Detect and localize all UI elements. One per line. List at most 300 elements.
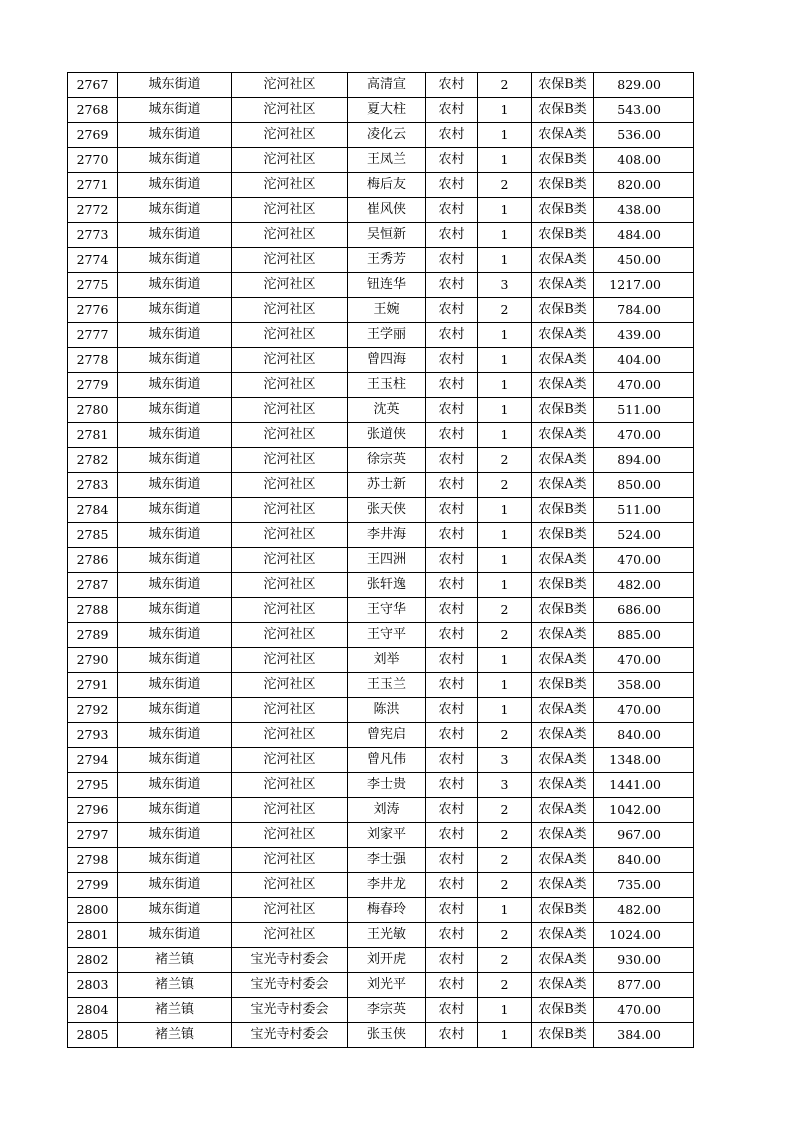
residence-type-cell: 农村 — [426, 298, 478, 323]
community-cell: 沱河社区 — [232, 823, 348, 848]
household-size-cell: 1 — [478, 98, 532, 123]
residence-type-cell: 农村 — [426, 223, 478, 248]
name-cell: 张道侠 — [348, 423, 426, 448]
residence-type-cell: 农村 — [426, 1023, 478, 1048]
table-row — [68, 623, 694, 648]
name-cell: 王守华 — [348, 598, 426, 623]
name-cell: 刘涛 — [348, 798, 426, 823]
category-cell: 农保A类 — [532, 373, 594, 398]
amount-cell: 1348.00 — [594, 748, 694, 773]
household-size-cell: 2 — [478, 73, 532, 98]
amount-cell: 484.00 — [594, 223, 694, 248]
table-row — [68, 648, 694, 673]
serial-number-cell: 2772 — [68, 198, 118, 223]
table-row — [68, 923, 694, 948]
serial-number-cell: 2771 — [68, 173, 118, 198]
amount-cell: 482.00 — [594, 573, 694, 598]
table-row — [68, 723, 694, 748]
serial-number-cell: 2791 — [68, 673, 118, 698]
table-row — [68, 498, 694, 523]
residence-type-cell: 农村 — [426, 423, 478, 448]
community-cell: 宝光寺村委会 — [232, 973, 348, 998]
serial-number-cell: 2785 — [68, 523, 118, 548]
table-body — [68, 73, 694, 1048]
name-cell: 梅后友 — [348, 173, 426, 198]
community-cell: 沱河社区 — [232, 523, 348, 548]
residence-type-cell: 农村 — [426, 748, 478, 773]
street-cell: 城东街道 — [118, 798, 232, 823]
serial-number-cell: 2804 — [68, 998, 118, 1023]
street-cell: 城东街道 — [118, 173, 232, 198]
category-cell: 农保A类 — [532, 648, 594, 673]
category-cell: 农保B类 — [532, 673, 594, 698]
serial-number-cell: 2792 — [68, 698, 118, 723]
household-size-cell: 3 — [478, 748, 532, 773]
name-cell: 凌化云 — [348, 123, 426, 148]
street-cell: 城东街道 — [118, 498, 232, 523]
table-row — [68, 373, 694, 398]
category-cell: 农保B类 — [532, 73, 594, 98]
table-row — [68, 398, 694, 423]
street-cell: 城东街道 — [118, 698, 232, 723]
category-cell: 农保A类 — [532, 773, 594, 798]
household-size-cell: 1 — [478, 148, 532, 173]
street-cell: 城东街道 — [118, 73, 232, 98]
name-cell: 王学丽 — [348, 323, 426, 348]
category-cell: 农保B类 — [532, 573, 594, 598]
household-size-cell: 3 — [478, 273, 532, 298]
household-size-cell: 2 — [478, 173, 532, 198]
amount-cell: 1441.00 — [594, 773, 694, 798]
residence-type-cell: 农村 — [426, 273, 478, 298]
residence-type-cell: 农村 — [426, 173, 478, 198]
community-cell: 沱河社区 — [232, 98, 348, 123]
street-cell: 城东街道 — [118, 673, 232, 698]
street-cell: 城东街道 — [118, 523, 232, 548]
table-row — [68, 248, 694, 273]
serial-number-cell: 2776 — [68, 298, 118, 323]
residence-type-cell: 农村 — [426, 123, 478, 148]
household-size-cell: 2 — [478, 623, 532, 648]
street-cell: 城东街道 — [118, 823, 232, 848]
table-row — [68, 73, 694, 98]
serial-number-cell: 2781 — [68, 423, 118, 448]
amount-cell: 470.00 — [594, 648, 694, 673]
street-cell: 城东街道 — [118, 98, 232, 123]
community-cell: 沱河社区 — [232, 573, 348, 598]
name-cell: 李井海 — [348, 523, 426, 548]
community-cell: 沱河社区 — [232, 148, 348, 173]
street-cell: 城东街道 — [118, 648, 232, 673]
household-size-cell: 1 — [478, 648, 532, 673]
serial-number-cell: 2788 — [68, 598, 118, 623]
community-cell: 沱河社区 — [232, 223, 348, 248]
community-cell: 沱河社区 — [232, 73, 348, 98]
serial-number-cell: 2773 — [68, 223, 118, 248]
category-cell: 农保A类 — [532, 923, 594, 948]
street-cell: 城东街道 — [118, 198, 232, 223]
serial-number-cell: 2782 — [68, 448, 118, 473]
household-size-cell: 2 — [478, 598, 532, 623]
table-row — [68, 798, 694, 823]
name-cell: 王四洲 — [348, 548, 426, 573]
residence-type-cell: 农村 — [426, 998, 478, 1023]
name-cell: 刘举 — [348, 648, 426, 673]
name-cell: 曾凡伟 — [348, 748, 426, 773]
amount-cell: 511.00 — [594, 498, 694, 523]
category-cell: 农保A类 — [532, 698, 594, 723]
table-row — [68, 173, 694, 198]
street-cell: 城东街道 — [118, 323, 232, 348]
residence-type-cell: 农村 — [426, 598, 478, 623]
name-cell: 李宗英 — [348, 998, 426, 1023]
street-cell: 城东街道 — [118, 923, 232, 948]
residence-type-cell: 农村 — [426, 348, 478, 373]
name-cell: 钮连华 — [348, 273, 426, 298]
table-row — [68, 823, 694, 848]
serial-number-cell: 2777 — [68, 323, 118, 348]
category-cell: 农保A类 — [532, 448, 594, 473]
household-size-cell: 1 — [478, 673, 532, 698]
household-size-cell: 1 — [478, 398, 532, 423]
amount-cell: 784.00 — [594, 298, 694, 323]
category-cell: 农保A类 — [532, 348, 594, 373]
category-cell: 农保B类 — [532, 298, 594, 323]
household-size-cell: 1 — [478, 348, 532, 373]
amount-cell: 1217.00 — [594, 273, 694, 298]
household-size-cell: 2 — [478, 873, 532, 898]
table-row — [68, 998, 694, 1023]
street-cell: 城东街道 — [118, 548, 232, 573]
residence-type-cell: 农村 — [426, 548, 478, 573]
community-cell: 沱河社区 — [232, 898, 348, 923]
table-row — [68, 973, 694, 998]
serial-number-cell: 2770 — [68, 148, 118, 173]
serial-number-cell: 2794 — [68, 748, 118, 773]
household-size-cell: 1 — [478, 423, 532, 448]
category-cell: 农保B类 — [532, 1023, 594, 1048]
amount-cell: 384.00 — [594, 1023, 694, 1048]
amount-cell: 536.00 — [594, 123, 694, 148]
street-cell: 城东街道 — [118, 748, 232, 773]
household-size-cell: 1 — [478, 898, 532, 923]
amount-cell: 438.00 — [594, 198, 694, 223]
community-cell: 宝光寺村委会 — [232, 1023, 348, 1048]
name-cell: 王凤兰 — [348, 148, 426, 173]
residence-type-cell: 农村 — [426, 323, 478, 348]
name-cell: 张轩逸 — [348, 573, 426, 598]
name-cell: 沈英 — [348, 398, 426, 423]
serial-number-cell: 2775 — [68, 273, 118, 298]
street-cell: 城东街道 — [118, 348, 232, 373]
table-row — [68, 573, 694, 598]
household-size-cell: 1 — [478, 998, 532, 1023]
table-row — [68, 148, 694, 173]
name-cell: 梅春玲 — [348, 898, 426, 923]
table-row — [68, 273, 694, 298]
residence-type-cell: 农村 — [426, 448, 478, 473]
amount-cell: 829.00 — [594, 73, 694, 98]
amount-cell: 450.00 — [594, 248, 694, 273]
community-cell: 沱河社区 — [232, 198, 348, 223]
name-cell: 夏大柱 — [348, 98, 426, 123]
household-size-cell: 1 — [478, 323, 532, 348]
street-cell: 城东街道 — [118, 298, 232, 323]
name-cell: 李士强 — [348, 848, 426, 873]
residence-type-cell: 农村 — [426, 198, 478, 223]
serial-number-cell: 2778 — [68, 348, 118, 373]
household-size-cell: 1 — [478, 248, 532, 273]
residence-type-cell: 农村 — [426, 573, 478, 598]
table-row — [68, 223, 694, 248]
name-cell: 刘光平 — [348, 973, 426, 998]
serial-number-cell: 2803 — [68, 973, 118, 998]
community-cell: 沱河社区 — [232, 723, 348, 748]
street-cell: 城东街道 — [118, 423, 232, 448]
amount-cell: 470.00 — [594, 373, 694, 398]
category-cell: 农保B类 — [532, 98, 594, 123]
name-cell: 张玉侠 — [348, 1023, 426, 1048]
category-cell: 农保A类 — [532, 323, 594, 348]
street-cell: 褚兰镇 — [118, 973, 232, 998]
category-cell: 农保A类 — [532, 873, 594, 898]
amount-cell: 439.00 — [594, 323, 694, 348]
household-size-cell: 1 — [478, 498, 532, 523]
residence-type-cell: 农村 — [426, 673, 478, 698]
residence-type-cell: 农村 — [426, 698, 478, 723]
amount-cell: 686.00 — [594, 598, 694, 623]
street-cell: 城东街道 — [118, 373, 232, 398]
table-row — [68, 1023, 694, 1048]
category-cell: 农保A类 — [532, 948, 594, 973]
category-cell: 农保B类 — [532, 398, 594, 423]
residence-type-cell: 农村 — [426, 798, 478, 823]
category-cell: 农保B类 — [532, 998, 594, 1023]
household-size-cell: 1 — [478, 123, 532, 148]
street-cell: 城东街道 — [118, 873, 232, 898]
category-cell: 农保A类 — [532, 473, 594, 498]
residence-type-cell: 农村 — [426, 373, 478, 398]
name-cell: 李井龙 — [348, 873, 426, 898]
residence-type-cell: 农村 — [426, 473, 478, 498]
table-row — [68, 98, 694, 123]
amount-cell: 358.00 — [594, 673, 694, 698]
amount-cell: 470.00 — [594, 548, 694, 573]
community-cell: 沱河社区 — [232, 773, 348, 798]
serial-number-cell: 2797 — [68, 823, 118, 848]
amount-cell: 894.00 — [594, 448, 694, 473]
name-cell: 李士贵 — [348, 773, 426, 798]
serial-number-cell: 2796 — [68, 798, 118, 823]
household-size-cell: 2 — [478, 298, 532, 323]
table-row — [68, 698, 694, 723]
street-cell: 城东街道 — [118, 448, 232, 473]
household-size-cell: 2 — [478, 448, 532, 473]
amount-cell: 967.00 — [594, 823, 694, 848]
household-size-cell: 2 — [478, 723, 532, 748]
amount-cell: 850.00 — [594, 473, 694, 498]
category-cell: 农保B类 — [532, 223, 594, 248]
table-row — [68, 873, 694, 898]
household-size-cell: 1 — [478, 548, 532, 573]
amount-cell: 543.00 — [594, 98, 694, 123]
residence-type-cell: 农村 — [426, 948, 478, 973]
street-cell: 城东街道 — [118, 148, 232, 173]
serial-number-cell: 2767 — [68, 73, 118, 98]
residence-type-cell: 农村 — [426, 523, 478, 548]
name-cell: 苏士新 — [348, 473, 426, 498]
table-row — [68, 198, 694, 223]
household-size-cell: 1 — [478, 698, 532, 723]
amount-cell: 840.00 — [594, 848, 694, 873]
community-cell: 沱河社区 — [232, 548, 348, 573]
amount-cell: 470.00 — [594, 698, 694, 723]
household-size-cell: 2 — [478, 923, 532, 948]
amount-cell: 877.00 — [594, 973, 694, 998]
residence-type-cell: 农村 — [426, 148, 478, 173]
serial-number-cell: 2802 — [68, 948, 118, 973]
table-row — [68, 548, 694, 573]
name-cell: 崔风侠 — [348, 198, 426, 223]
serial-number-cell: 2783 — [68, 473, 118, 498]
name-cell: 徐宗英 — [348, 448, 426, 473]
amount-cell: 408.00 — [594, 148, 694, 173]
household-size-cell: 2 — [478, 973, 532, 998]
community-cell: 沱河社区 — [232, 673, 348, 698]
street-cell: 城东街道 — [118, 573, 232, 598]
street-cell: 城东街道 — [118, 598, 232, 623]
household-size-cell: 1 — [478, 523, 532, 548]
table-row — [68, 898, 694, 923]
street-cell: 褚兰镇 — [118, 948, 232, 973]
community-cell: 宝光寺村委会 — [232, 998, 348, 1023]
residence-type-cell: 农村 — [426, 873, 478, 898]
table-row — [68, 323, 694, 348]
community-cell: 沱河社区 — [232, 623, 348, 648]
street-cell: 城东街道 — [118, 623, 232, 648]
serial-number-cell: 2768 — [68, 98, 118, 123]
residence-type-cell: 农村 — [426, 848, 478, 873]
category-cell: 农保B类 — [532, 173, 594, 198]
beneficiary-table — [67, 72, 694, 1048]
category-cell: 农保A类 — [532, 848, 594, 873]
serial-number-cell: 2769 — [68, 123, 118, 148]
street-cell: 城东街道 — [118, 473, 232, 498]
household-size-cell: 3 — [478, 773, 532, 798]
serial-number-cell: 2774 — [68, 248, 118, 273]
community-cell: 沱河社区 — [232, 798, 348, 823]
amount-cell: 840.00 — [594, 723, 694, 748]
street-cell: 城东街道 — [118, 398, 232, 423]
name-cell: 陈洪 — [348, 698, 426, 723]
street-cell: 城东街道 — [118, 848, 232, 873]
household-size-cell: 1 — [478, 1023, 532, 1048]
household-size-cell: 2 — [478, 848, 532, 873]
community-cell: 沱河社区 — [232, 273, 348, 298]
serial-number-cell: 2799 — [68, 873, 118, 898]
household-size-cell: 2 — [478, 798, 532, 823]
name-cell: 曾宪启 — [348, 723, 426, 748]
table-row — [68, 748, 694, 773]
category-cell: 农保A类 — [532, 823, 594, 848]
household-size-cell: 1 — [478, 198, 532, 223]
category-cell: 农保A类 — [532, 723, 594, 748]
category-cell: 农保A类 — [532, 973, 594, 998]
category-cell: 农保B类 — [532, 498, 594, 523]
table-row — [68, 598, 694, 623]
name-cell: 王玉兰 — [348, 673, 426, 698]
community-cell: 沱河社区 — [232, 423, 348, 448]
serial-number-cell: 2789 — [68, 623, 118, 648]
household-size-cell: 1 — [478, 223, 532, 248]
amount-cell: 820.00 — [594, 173, 694, 198]
category-cell: 农保B类 — [532, 898, 594, 923]
community-cell: 沱河社区 — [232, 398, 348, 423]
amount-cell: 735.00 — [594, 873, 694, 898]
name-cell: 王光敏 — [348, 923, 426, 948]
street-cell: 城东街道 — [118, 723, 232, 748]
residence-type-cell: 农村 — [426, 248, 478, 273]
community-cell: 沱河社区 — [232, 873, 348, 898]
community-cell: 沱河社区 — [232, 448, 348, 473]
serial-number-cell: 2798 — [68, 848, 118, 873]
category-cell: 农保B类 — [532, 198, 594, 223]
category-cell: 农保B类 — [532, 523, 594, 548]
table-row — [68, 423, 694, 448]
community-cell: 沱河社区 — [232, 848, 348, 873]
table-row — [68, 673, 694, 698]
street-cell: 褚兰镇 — [118, 1023, 232, 1048]
name-cell: 吴恒新 — [348, 223, 426, 248]
residence-type-cell: 农村 — [426, 923, 478, 948]
name-cell: 王婉 — [348, 298, 426, 323]
name-cell: 王守平 — [348, 623, 426, 648]
name-cell: 高清宣 — [348, 73, 426, 98]
residence-type-cell: 农村 — [426, 648, 478, 673]
category-cell: 农保A类 — [532, 248, 594, 273]
community-cell: 沱河社区 — [232, 598, 348, 623]
street-cell: 城东街道 — [118, 898, 232, 923]
name-cell: 曾四海 — [348, 348, 426, 373]
serial-number-cell: 2784 — [68, 498, 118, 523]
serial-number-cell: 2795 — [68, 773, 118, 798]
community-cell: 沱河社区 — [232, 498, 348, 523]
serial-number-cell: 2805 — [68, 1023, 118, 1048]
name-cell: 王玉柱 — [348, 373, 426, 398]
community-cell: 沱河社区 — [232, 373, 348, 398]
residence-type-cell: 农村 — [426, 773, 478, 798]
community-cell: 沱河社区 — [232, 348, 348, 373]
residence-type-cell: 农村 — [426, 398, 478, 423]
amount-cell: 470.00 — [594, 998, 694, 1023]
serial-number-cell: 2800 — [68, 898, 118, 923]
category-cell: 农保B类 — [532, 598, 594, 623]
community-cell: 沱河社区 — [232, 248, 348, 273]
category-cell: 农保A类 — [532, 548, 594, 573]
table-row — [68, 773, 694, 798]
residence-type-cell: 农村 — [426, 898, 478, 923]
community-cell: 沱河社区 — [232, 648, 348, 673]
category-cell: 农保A类 — [532, 798, 594, 823]
table-row — [68, 448, 694, 473]
amount-cell: 930.00 — [594, 948, 694, 973]
amount-cell: 1042.00 — [594, 798, 694, 823]
street-cell: 城东街道 — [118, 273, 232, 298]
street-cell: 城东街道 — [118, 773, 232, 798]
community-cell: 沱河社区 — [232, 923, 348, 948]
community-cell: 沱河社区 — [232, 123, 348, 148]
community-cell: 沱河社区 — [232, 698, 348, 723]
